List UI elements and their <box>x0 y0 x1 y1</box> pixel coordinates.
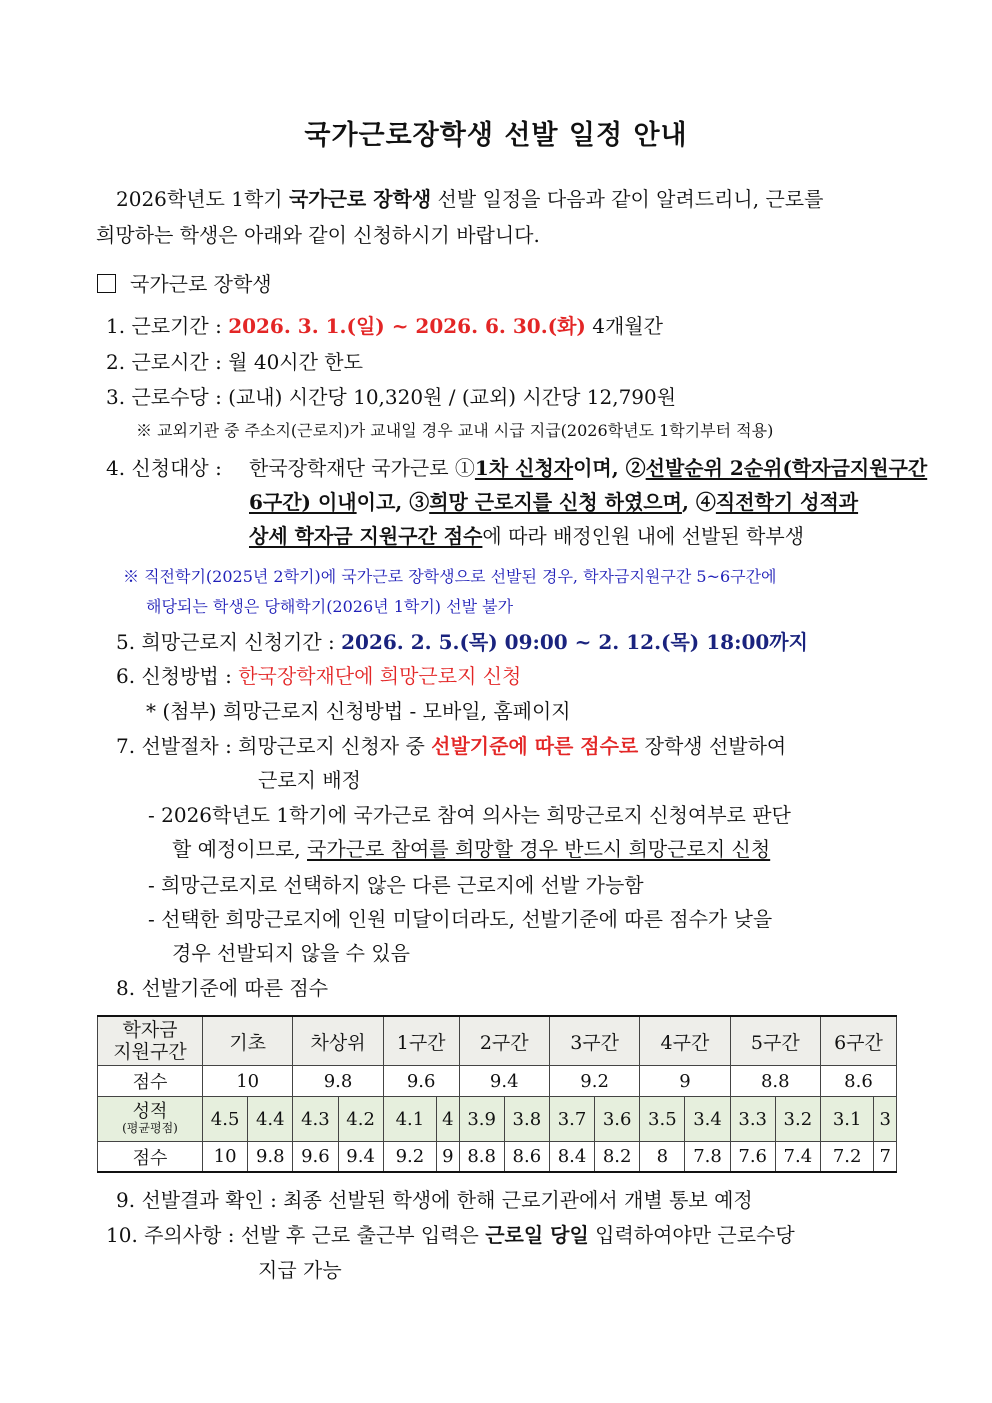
eligibility-text: 이고, ③ <box>356 490 430 514</box>
gpa-cell: 3.7 <box>549 1097 594 1142</box>
gpa-score-cell: 8.8 <box>459 1142 504 1173</box>
bracket-cell: 2구간 <box>459 1016 549 1066</box>
gpa-score-cell: 7 <box>874 1142 897 1173</box>
bracket-cell: 6구간 <box>820 1016 896 1066</box>
gpa-cell: 3.8 <box>504 1097 549 1142</box>
item-result-check: 9. 선발결과 확인 : 최종 선발된 학생에 한해 근로기관에서 개별 통보 예정 <box>116 1188 753 1212</box>
item-label: 6. 신청방법 : <box>116 664 239 688</box>
caution-line-2: 지급 가능 <box>258 1258 342 1282</box>
gpa-score-cell: 8.2 <box>595 1142 640 1173</box>
procedure-bullet-1-line-1: - 2026학년도 1학기에 국가근로 참여 의사는 희망근로지 신청여부로 판단 <box>148 803 791 827</box>
item-eligibility-label: 4. 신청대상 : <box>106 456 222 480</box>
gpa-label <box>98 1097 203 1142</box>
item-label: 1. 근로기간 : <box>106 314 229 338</box>
eligibility-text: , ④ <box>681 490 716 514</box>
gpa-cell: 4.4 <box>248 1097 293 1142</box>
gpa-cell: 4.5 <box>203 1097 248 1142</box>
intro-emphasis: 국가근로 장학생 <box>288 187 432 211</box>
selection-tail: 장학생 선발하여 <box>638 734 787 758</box>
intro-line-1 <box>116 187 823 211</box>
eligibility-emphasis: 직전학기 성적과 <box>715 490 859 514</box>
eligibility-emphasis: 6구간) 이내 <box>249 490 357 514</box>
intro-text: 선발 일정을 다음과 같이 알려드리니, 근로를 <box>431 187 824 211</box>
eligibility-note-line-2: 해당되는 학생은 당해학기(2026년 1학기) 선발 불가 <box>146 597 514 616</box>
gpa-score-cell: 10 <box>203 1142 248 1173</box>
bracket-cell: 차상위 <box>293 1016 383 1066</box>
bracket-score-cell: 8.8 <box>730 1066 820 1097</box>
gpa-score-cell: 7.6 <box>730 1142 775 1173</box>
bracket-cell: 3구간 <box>549 1016 639 1066</box>
caution-tail: 입력하여야만 근로수당 <box>588 1223 795 1247</box>
bracket-score-cell: 8.6 <box>820 1066 896 1097</box>
bracket-header-row <box>98 1016 897 1066</box>
item-label: 10. 주의사항 : 선발 후 근로 출근부 입력은 <box>106 1223 486 1247</box>
item-application-method <box>116 664 521 688</box>
item-selection-score: 8. 선발기준에 따른 점수 <box>116 976 329 1000</box>
bracket-score-label: 점수 <box>98 1066 203 1097</box>
gpa-cell: 3.2 <box>775 1097 820 1142</box>
gpa-score-cell: 9.4 <box>338 1142 383 1173</box>
gpa-score-cell: 9.6 <box>293 1142 338 1173</box>
bracket-score-cell: 9 <box>640 1066 730 1097</box>
gpa-score-label: 점수 <box>98 1142 203 1173</box>
gpa-score-cell: 9.2 <box>383 1142 436 1173</box>
header-label-line-1: 학자금 <box>122 1019 178 1041</box>
gpa-cell: 3.6 <box>595 1097 640 1142</box>
gpa-cell: 3.4 <box>685 1097 730 1142</box>
bracket-score-cell: 10 <box>203 1066 293 1097</box>
bracket-cell: 4구간 <box>640 1016 730 1066</box>
gpa-cell: 4.3 <box>293 1097 338 1142</box>
gpa-score-cell: 7.2 <box>820 1142 873 1173</box>
gpa-score-cell: 8 <box>640 1142 685 1173</box>
eligibility-emphasis: 희망 근로지를 신청 하였으며 <box>429 490 682 514</box>
item-work-period <box>106 314 663 338</box>
gpa-cell: 3 <box>874 1097 897 1142</box>
eligibility-line-2 <box>249 490 858 514</box>
eligibility-emphasis: 1차 신청자 <box>474 456 574 480</box>
gpa-cell: 3.9 <box>459 1097 504 1142</box>
procedure-bullet-2: - 희망근로지로 선택하지 않은 다른 근로지에 선발 가능함 <box>148 873 644 897</box>
gpa-cell: 3.3 <box>730 1097 775 1142</box>
intro-line-2: 희망하는 학생은 아래와 같이 신청하시기 바랍니다. <box>96 223 540 247</box>
bracket-cell: 기초 <box>203 1016 293 1066</box>
header-label-line-2: 지원구간 <box>113 1041 187 1063</box>
gpa-score-cell: 7.4 <box>775 1142 820 1173</box>
section-heading-label: 국가근로 장학생 <box>130 272 272 296</box>
item-selection-procedure <box>116 734 786 758</box>
item-label: 5. 희망근로지 신청기간 : <box>116 630 342 654</box>
gpa-score-cell: 9.8 <box>248 1142 293 1173</box>
procedure-bullet-3-line-2: 경우 선발되지 않을 수 있음 <box>172 941 410 965</box>
bracket-score-cell: 9.4 <box>459 1066 549 1097</box>
eligibility-emphasis: 상세 학자금 지원구간 점수 <box>249 524 483 548</box>
intro-text: 2026학년도 1학기 <box>116 187 289 211</box>
section-heading <box>97 272 272 296</box>
procedure-bullet-1-line-2 <box>172 837 770 861</box>
work-period-tail: 4개월간 <box>585 314 663 338</box>
gpa-score-cell: 8.6 <box>504 1142 549 1173</box>
score-table <box>97 1015 897 1173</box>
item-wage: 3. 근로수당 : (교내) 시간당 10,320원 / (교외) 시간당 12,790원 <box>106 385 677 409</box>
gpa-row <box>98 1097 897 1142</box>
bullet-emphasis: 국가근로 참여를 희망할 경우 반드시 희망근로지 신청 <box>307 837 771 861</box>
bullet-text: 할 예정이므로, <box>172 837 307 861</box>
eligibility-text: 에 따라 배정인원 내에 선발된 학부생 <box>482 524 805 548</box>
eligibility-text: 한국장학재단 국가근로 ① <box>249 456 475 480</box>
bracket-score-cell: 9.2 <box>549 1066 639 1097</box>
wage-note: ※ 교외기관 중 주소지(근로지)가 교내일 경우 교내 시급 지급(2026학년도 1학기부터 적용) <box>136 421 774 440</box>
item-label: 7. 선발절차 : 희망근로지 신청자 중 <box>116 734 432 758</box>
eligibility-emphasis: 선발순위 2순위(학자금지원구간 <box>645 456 928 480</box>
bracket-header-label <box>98 1016 203 1066</box>
application-method-attachment: * (첨부) 희망근로지 신청방법 - 모바일, 홈페이지 <box>146 699 571 723</box>
bracket-score-cell: 9.8 <box>293 1066 383 1097</box>
eligibility-line-3 <box>249 524 804 548</box>
gpa-score-cell: 9 <box>437 1142 459 1173</box>
checkbox-square-icon <box>97 274 116 293</box>
bracket-score-row <box>98 1066 897 1097</box>
procedure-bullet-3-line-1: - 선택한 희망근로지에 인원 미달이더라도, 선발기준에 따른 점수가 낮을 <box>148 907 773 931</box>
selection-criteria-emphasis: 선발기준에 따른 점수로 <box>431 734 639 758</box>
work-period-value: 2026. 3. 1.(일) ~ 2026. 6. 30.(화) <box>228 314 586 338</box>
eligibility-line-1 <box>249 456 927 480</box>
page-title: 국가근로장학생 선발 일정 안내 <box>304 120 688 151</box>
gpa-cell: 3.1 <box>820 1097 873 1142</box>
caution-emphasis: 근로일 당일 <box>485 1223 589 1247</box>
bracket-score-cell: 9.6 <box>383 1066 459 1097</box>
gpa-score-cell: 7.8 <box>685 1142 730 1173</box>
gpa-label-sub: (평균평점) <box>122 1121 178 1135</box>
gpa-cell: 4.2 <box>338 1097 383 1142</box>
application-period-value: 2026. 2. 5.(목) 09:00 ~ 2. 12.(목) 18:00까지 <box>341 630 808 654</box>
gpa-cell: 3.5 <box>640 1097 685 1142</box>
bracket-cell: 1구간 <box>383 1016 459 1066</box>
gpa-score-row <box>98 1142 897 1173</box>
gpa-label-main: 성적 <box>132 1101 168 1122</box>
gpa-cell: 4.1 <box>383 1097 436 1142</box>
application-method-value: 한국장학재단에 희망근로지 신청 <box>238 664 522 688</box>
item-application-period <box>116 630 808 654</box>
gpa-cell: 4 <box>437 1097 459 1142</box>
item-caution <box>106 1223 795 1247</box>
gpa-score-cell: 8.4 <box>549 1142 594 1173</box>
eligibility-note-line-1: ※ 직전학기(2025년 2학기)에 국가근로 장학생으로 선발된 경우, 학자금지원구간 5~6구간에 <box>123 567 777 586</box>
item-work-hours: 2. 근로시간 : 월 40시간 한도 <box>106 350 363 374</box>
bracket-cell: 5구간 <box>730 1016 820 1066</box>
eligibility-text: 이며, ② <box>573 456 646 480</box>
selection-procedure-line-2: 근로지 배정 <box>258 768 361 792</box>
